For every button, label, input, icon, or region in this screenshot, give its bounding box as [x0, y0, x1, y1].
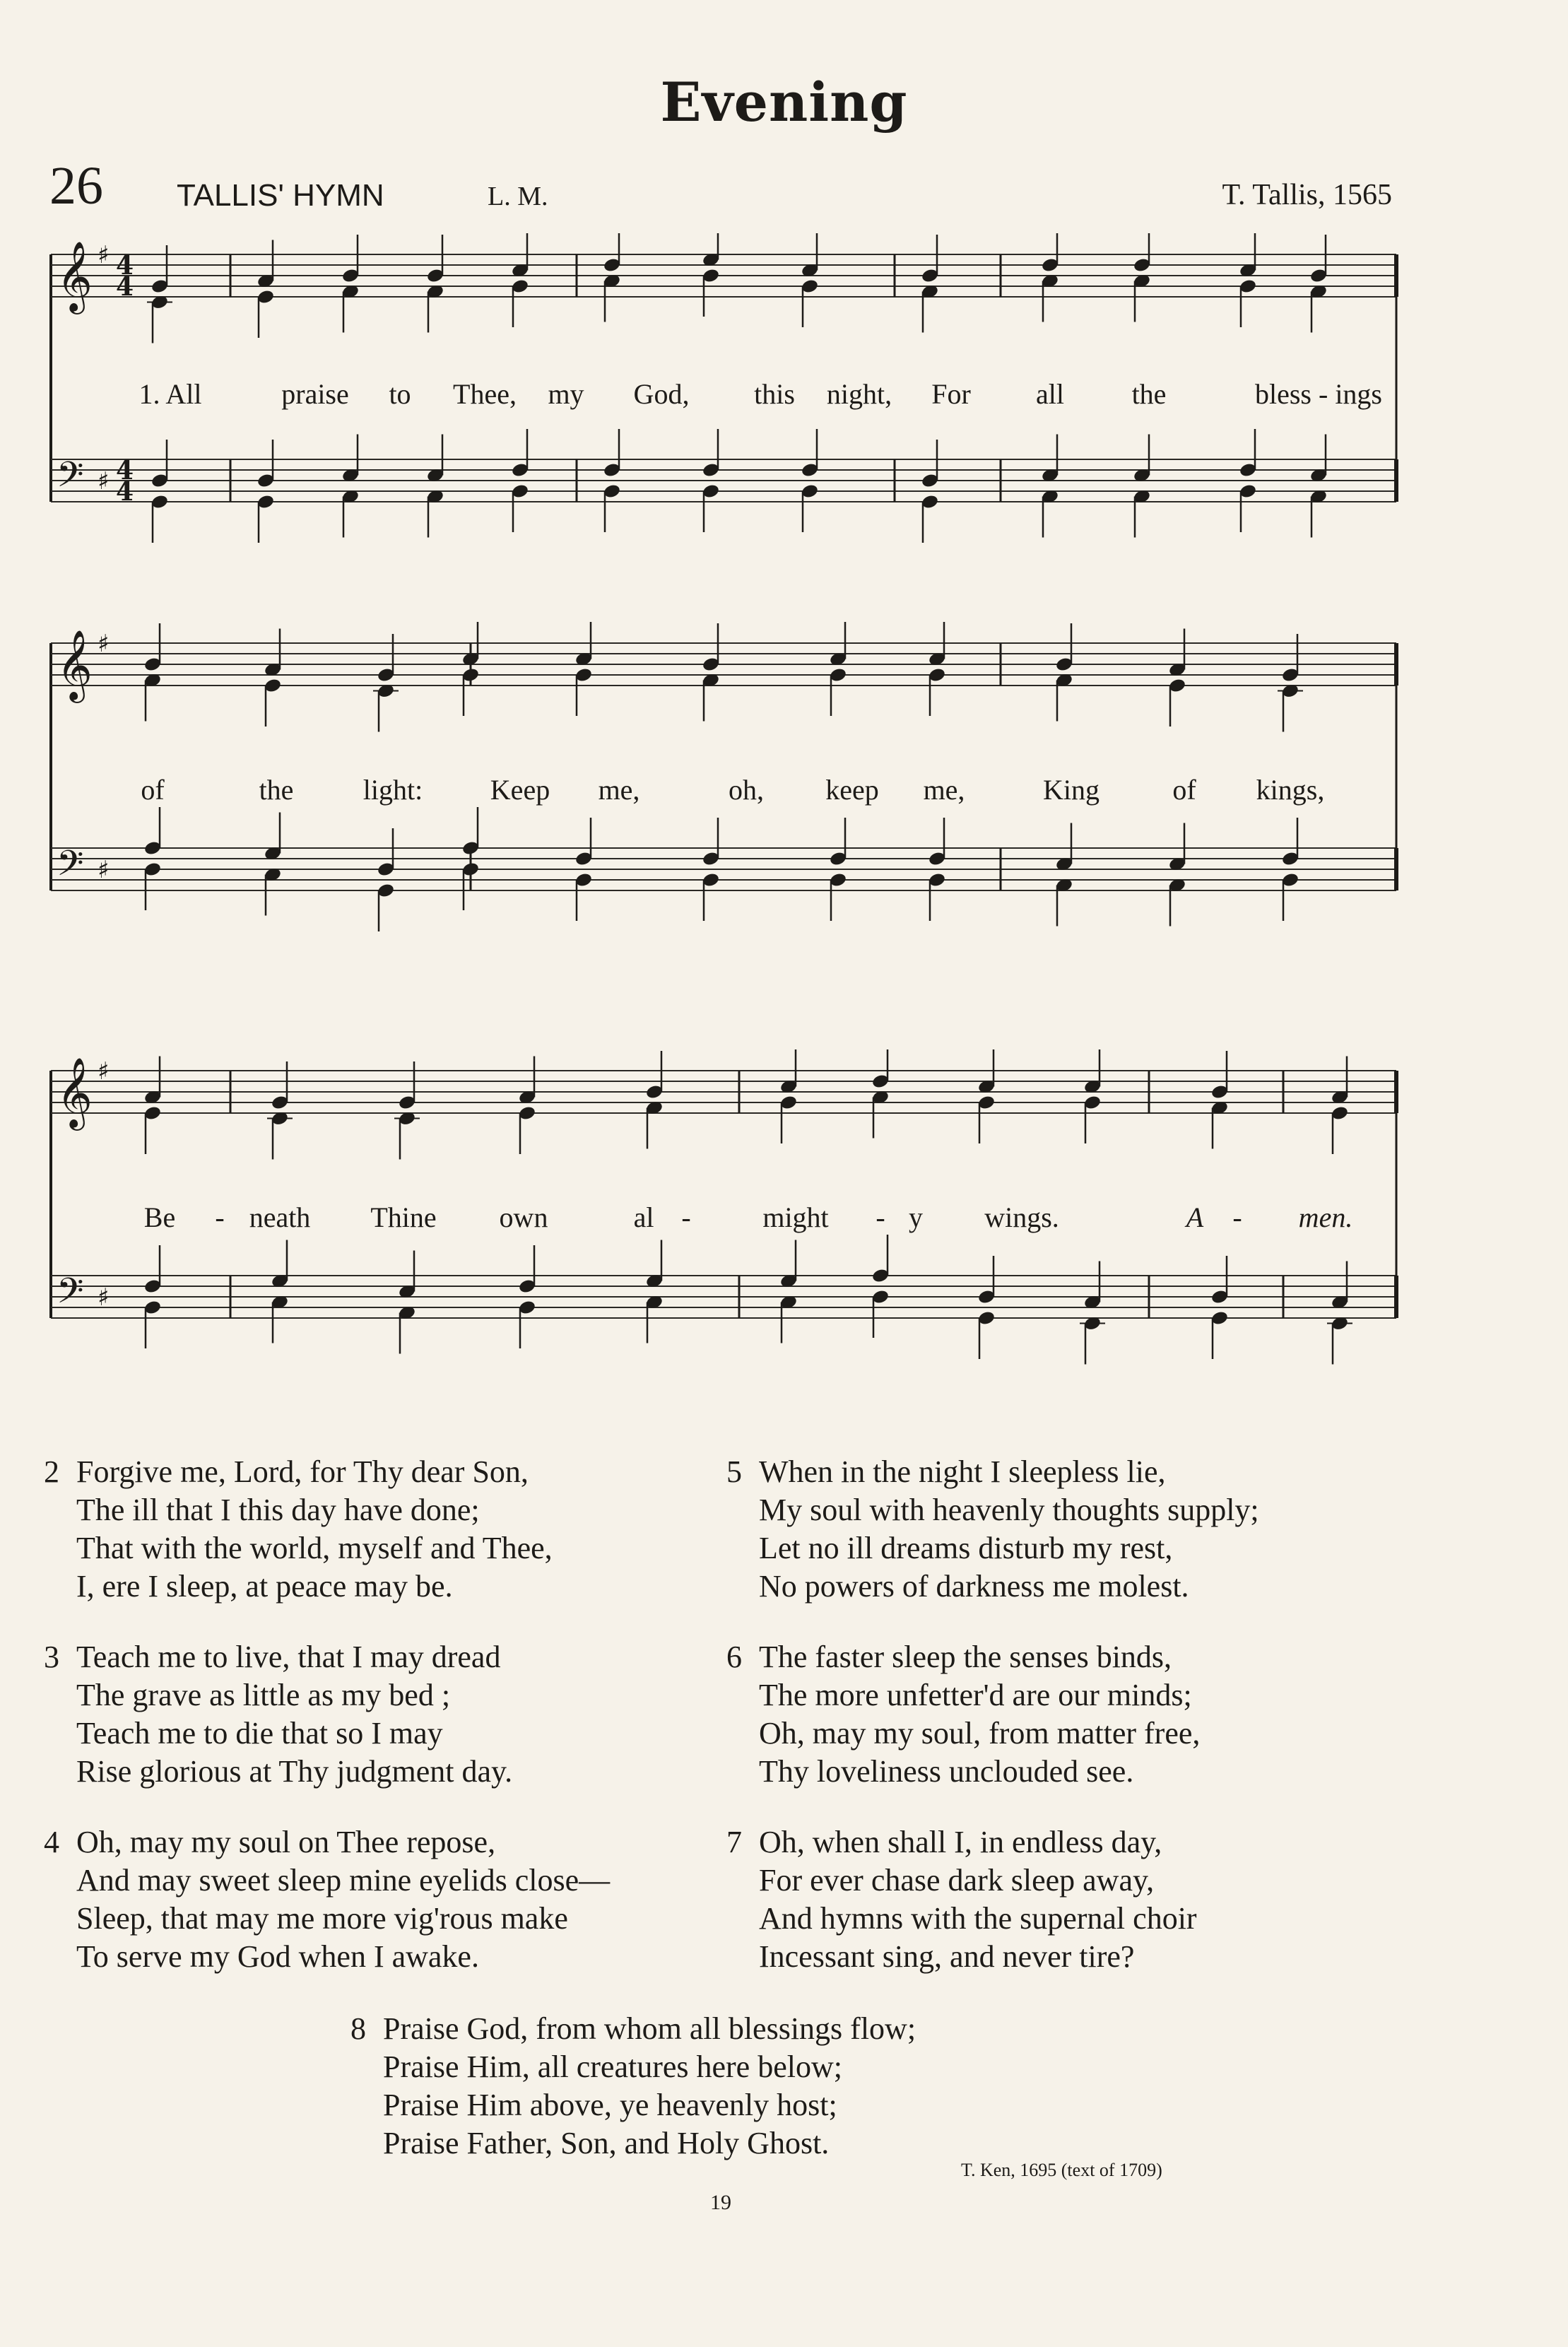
verse-line: Teach me to live, that I may dread: [76, 1640, 501, 1674]
lyric-syllable: of: [1172, 774, 1196, 806]
treble-staff: [51, 1057, 1396, 1131]
verse-line: Praise Him above, ye heavenly host;: [383, 2088, 837, 2122]
note-soprano: [1041, 233, 1059, 273]
note-alto: [1168, 678, 1186, 727]
lyric-syllable: me,: [598, 774, 640, 806]
note-tenor: [264, 813, 282, 861]
note-alto: [341, 283, 360, 332]
note-alto: [264, 678, 282, 727]
note-bass: [871, 1289, 890, 1338]
verse-line: Forgive me, Lord, for Thy dear Son,: [76, 1454, 529, 1489]
note-alto: [779, 1095, 798, 1143]
note-alto: [977, 1095, 996, 1143]
note-tenor: [702, 429, 720, 478]
note-alto: [1083, 1095, 1102, 1143]
lyric-syllable: God,: [633, 378, 690, 410]
lyric-syllable: King: [1043, 774, 1100, 806]
verse-line: Incessant sing, and never tire?: [759, 1939, 1135, 1974]
note-bass: [977, 1310, 996, 1359]
note-bass: [1055, 877, 1073, 926]
note-tenor: [511, 429, 529, 478]
note-alto: [645, 1100, 664, 1148]
treble-clef-icon: 𝄞: [57, 241, 93, 312]
page-title: Evening: [660, 71, 908, 134]
note-bass: [928, 872, 946, 921]
note-soprano: [1281, 634, 1299, 683]
lyric-syllable: kings,: [1256, 774, 1325, 806]
note-bass: [257, 494, 275, 543]
note-tenor: [257, 440, 275, 488]
verse-line: Praise God, from whom all blessings flow;: [383, 2011, 916, 2046]
note-tenor: [977, 1256, 996, 1305]
note-bass: [511, 483, 529, 532]
note-alto: [461, 667, 480, 716]
note-alto: [143, 672, 162, 721]
note-soprano: [645, 1051, 664, 1100]
note-bass: [1133, 488, 1151, 537]
note-tenor: [779, 1240, 798, 1289]
lyric-syllable: -: [876, 1201, 885, 1233]
music-system-2: [47, 622, 1403, 954]
note-alto: [928, 667, 946, 716]
lyric-syllable: A: [1186, 1201, 1204, 1233]
verse-line: To serve my God when I awake.: [76, 1939, 479, 1974]
note-bass: [151, 494, 169, 543]
note-bass: [801, 483, 819, 532]
note-tenor: [271, 1240, 289, 1289]
treble-clef-icon: 𝄞: [57, 1057, 93, 1128]
note-bass: [702, 872, 720, 921]
note-soprano: [143, 623, 162, 672]
note-tenor: [1210, 1256, 1229, 1305]
verse-line: Oh, may my soul on Thee repose,: [76, 1825, 496, 1859]
verse-line: Praise Him, all creatures here below;: [383, 2049, 842, 2084]
note-soprano: [702, 233, 720, 268]
lyric-syllable: Keep: [490, 774, 550, 806]
treble-staff: [51, 241, 1396, 314]
note-tenor: [702, 818, 720, 866]
note-alto: [147, 294, 172, 343]
hymn-number: 26: [49, 156, 103, 216]
note-soprano: [829, 622, 847, 667]
note-alto: [574, 667, 593, 716]
key-signature-sharp-icon: ♯: [98, 1057, 110, 1086]
lyric-syllable: Thee,: [453, 378, 517, 410]
note-tenor: [143, 1245, 162, 1294]
time-signature-bottom: 4: [116, 477, 134, 507]
verse-number: 7: [726, 1825, 742, 1859]
treble-staff: [51, 630, 1396, 703]
note-alto: [921, 283, 939, 332]
note-bass: [143, 1300, 162, 1348]
verse-number: 6: [726, 1640, 742, 1674]
lyric-syllable: this: [754, 378, 795, 410]
note-soprano: [398, 1061, 416, 1110]
note-alto: [511, 278, 529, 327]
verse-line: Thy loveliness unclouded see.: [759, 1754, 1134, 1789]
note-bass: [398, 1305, 416, 1353]
verse-line: Let no ill dreams disturb my rest,: [759, 1531, 1173, 1565]
note-alto: [702, 268, 720, 317]
note-bass: [1281, 872, 1299, 921]
note-alto: [1331, 1105, 1349, 1154]
verse-line: When in the night I sleepless lie,: [759, 1454, 1166, 1489]
lyric-syllable: wings.: [984, 1201, 1059, 1233]
note-tenor: [928, 818, 946, 866]
note-alto: [1239, 278, 1257, 327]
lyric-syllable: -: [681, 1201, 691, 1233]
lyric-syllable: 1. All: [138, 378, 202, 410]
verse-line: Teach me to die that so I may: [76, 1716, 443, 1751]
note-tenor: [645, 1240, 664, 1289]
verse-number: 3: [44, 1640, 59, 1674]
note-bass: [143, 861, 162, 910]
note-tenor: [1281, 818, 1299, 866]
note-alto: [518, 1105, 536, 1154]
note-alto: [829, 667, 847, 716]
note-soprano: [1083, 1049, 1102, 1095]
note-soprano: [1309, 235, 1328, 283]
note-soprano: [603, 233, 621, 273]
bass-staff: [51, 843, 1396, 893]
lyric-syllable: might: [762, 1201, 829, 1233]
verse-line: The ill that I this day have done;: [76, 1493, 480, 1527]
note-alto: [394, 1110, 420, 1159]
lyric-syllable: to: [389, 378, 411, 410]
note-soprano: [377, 634, 395, 683]
note-tenor: [1239, 429, 1257, 478]
note-tenor: [518, 1245, 536, 1294]
note-bass: [1327, 1315, 1352, 1364]
note-soprano: [977, 1049, 996, 1095]
time-signature-top: 4: [116, 456, 134, 486]
note-bass: [377, 883, 395, 931]
bass-clef-icon: 𝄢: [57, 843, 84, 893]
note-soprano: [702, 623, 720, 672]
note-soprano: [928, 622, 946, 667]
verse-line: Sleep, that may me more vig'rous make: [76, 1901, 568, 1936]
note-bass: [426, 488, 444, 537]
note-soprano: [1239, 233, 1257, 278]
lyric-syllable: Be: [143, 1201, 176, 1233]
tune-name: TALLIS' HYMN: [177, 178, 384, 213]
lyric-syllable: oh,: [729, 774, 764, 806]
lyric-syllable: -: [1232, 1201, 1242, 1233]
note-bass: [603, 483, 621, 532]
lyric-syllable: y: [909, 1201, 923, 1233]
note-alto: [801, 278, 819, 327]
note-alto: [1309, 283, 1328, 332]
lyric-syllable: the: [259, 774, 294, 806]
note-soprano: [511, 233, 529, 278]
lyric-syllable: the: [1131, 378, 1167, 410]
verse-number: 4: [44, 1825, 59, 1859]
note-soprano: [871, 1049, 890, 1089]
key-signature-sharp-icon: ♯: [98, 856, 110, 884]
note-bass: [702, 483, 720, 532]
note-soprano: [921, 235, 939, 283]
bass-staff: [51, 454, 1396, 507]
lyric-syllable: praise: [281, 378, 349, 410]
meter: L. M.: [488, 182, 548, 211]
verse-line: And hymns with the supernal choir: [759, 1901, 1197, 1936]
verse-line: My soul with heavenly thoughts supply;: [759, 1493, 1259, 1527]
note-soprano: [779, 1049, 798, 1095]
note-bass: [1168, 877, 1186, 926]
note-soprano: [1210, 1051, 1229, 1100]
note-bass: [518, 1300, 536, 1348]
note-soprano: [801, 233, 819, 278]
lyric-syllable: al: [633, 1201, 654, 1233]
note-alto: [267, 1110, 293, 1159]
page-number: 19: [710, 2191, 731, 2214]
verse-line: The more unfetter'd are our minds;: [759, 1678, 1192, 1712]
note-tenor: [151, 440, 169, 488]
note-tenor: [801, 429, 819, 478]
note-alto: [1055, 672, 1073, 721]
time-signature-bottom: 4: [116, 272, 134, 302]
composer: T. Tallis, 1565: [1222, 179, 1392, 211]
lyric-syllable: For: [931, 378, 971, 410]
key-signature-sharp-icon: ♯: [98, 241, 110, 269]
lyric-syllable: keep: [825, 774, 879, 806]
lyric-syllable: bless - ings: [1255, 378, 1382, 410]
note-soprano: [341, 235, 360, 283]
note-soprano: [574, 622, 593, 667]
lyric-syllable: Thine: [370, 1201, 437, 1233]
lyric-line-1: [47, 377, 1403, 420]
note-tenor: [829, 818, 847, 866]
verse-number: 2: [44, 1454, 59, 1489]
verse-number: 5: [726, 1454, 742, 1489]
lyric-syllable: neath: [249, 1201, 311, 1233]
note-tenor: [603, 429, 621, 478]
note-alto: [373, 683, 399, 731]
lyric-syllable: all: [1036, 378, 1064, 410]
note-alto: [702, 672, 720, 721]
note-soprano: [1055, 623, 1073, 672]
note-alto: [1278, 683, 1303, 731]
note-bass: [1239, 483, 1257, 532]
bass-clef-icon: 𝄢: [57, 454, 84, 504]
note-soprano: [1133, 233, 1151, 273]
key-signature-sharp-icon: ♯: [98, 467, 110, 495]
note-bass: [921, 494, 939, 543]
hymn-header: [49, 156, 1392, 226]
lyric-line-2: [47, 773, 1403, 816]
lyric-syllable: men.: [1298, 1201, 1353, 1233]
lyric-syllable: of: [141, 774, 165, 806]
lyric-syllable: light:: [362, 774, 423, 806]
note-bass: [1080, 1315, 1105, 1364]
verse-line: Oh, when shall I, in endless day,: [759, 1825, 1162, 1859]
lyric-syllable: night,: [826, 378, 892, 410]
note-tenor: [574, 818, 593, 866]
note-tenor: [921, 440, 939, 488]
note-soprano: [271, 1061, 289, 1110]
treble-clef-icon: 𝄞: [57, 630, 93, 700]
note-bass: [829, 872, 847, 921]
verse-line: That with the world, myself and Thee,: [76, 1531, 553, 1565]
note-tenor: [377, 828, 395, 877]
note-alto: [257, 289, 275, 338]
key-signature-sharp-icon: ♯: [98, 1283, 110, 1312]
music-system-1: [47, 233, 1403, 565]
time-signature-top: 4: [116, 251, 134, 281]
text-attribution: T. Ken, 1695 (text of 1709): [961, 2160, 1162, 2180]
note-bass: [1041, 488, 1059, 537]
lyric-syllable: my: [548, 378, 584, 410]
bass-clef-icon: 𝄢: [57, 1271, 84, 1320]
verse-line: Rise glorious at Thy judgment day.: [76, 1754, 513, 1789]
verse-line: No powers of darkness me molest.: [759, 1569, 1189, 1604]
note-soprano: [426, 235, 444, 283]
note-bass: [1309, 488, 1328, 537]
bass-staff: [51, 1271, 1396, 1320]
note-alto: [143, 1105, 162, 1154]
music-system-3: [47, 1049, 1403, 1382]
lyric-syllable: own: [499, 1201, 548, 1233]
note-alto: [426, 283, 444, 332]
verse-line: Praise Father, Son, and Holy Ghost.: [383, 2126, 830, 2160]
lyric-syllable: me,: [923, 774, 965, 806]
note-bass: [341, 488, 360, 537]
verse-line: Oh, may my soul, from matter free,: [759, 1716, 1201, 1751]
note-soprano: [151, 245, 169, 294]
note-bass: [1210, 1310, 1229, 1359]
verse-line: The faster sleep the senses binds,: [759, 1640, 1172, 1674]
verse-line: And may sweet sleep mine eyelids close—: [76, 1863, 611, 1898]
verse-number: 8: [350, 2011, 366, 2046]
verse-line: I, ere I sleep, at peace may be.: [76, 1569, 453, 1604]
lyric-syllable: -: [215, 1201, 225, 1233]
note-alto: [1210, 1100, 1229, 1148]
note-bass: [574, 872, 593, 921]
key-signature-sharp-icon: ♯: [98, 630, 110, 658]
lyric-line-3: [47, 1201, 1403, 1243]
verse-line: For ever chase dark sleep away,: [759, 1863, 1155, 1898]
verse-line: The grave as little as my bed ;: [76, 1678, 451, 1712]
